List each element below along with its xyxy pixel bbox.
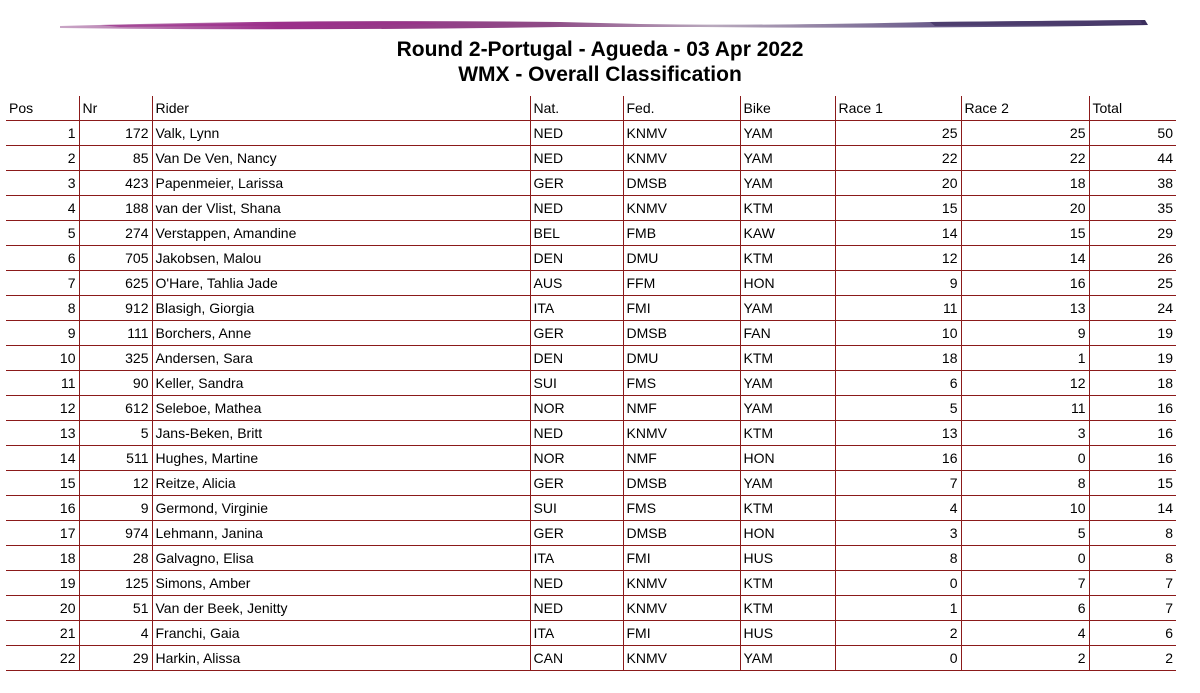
cell-pos: 5 [6,221,79,246]
cell-nat: BEL [530,221,623,246]
cell-nat: NED [530,121,623,146]
cell-total: 15 [1089,471,1176,496]
cell-total: 8 [1089,546,1176,571]
cell-pos: 9 [6,321,79,346]
cell-nr: 4 [79,621,152,646]
cell-fed: FMS [623,371,740,396]
cell-race1: 18 [835,346,961,371]
cell-rider: Jans-Beken, Britt [152,421,530,446]
cell-total: 26 [1089,246,1176,271]
classification-rows [6,121,1176,671]
table-row [6,146,1176,171]
cell-nat: CAN [530,646,623,671]
cell-race1: 25 [835,121,961,146]
column-header-race2: Race 2 [961,96,1089,121]
cell-total: 25 [1089,271,1176,296]
cell-nat: GER [530,521,623,546]
cell-rider: Papenmeier, Larissa [152,171,530,196]
page-header [0,37,1200,87]
cell-total: 38 [1089,171,1176,196]
cell-race1: 16 [835,446,961,471]
cell-rider: Reitze, Alicia [152,471,530,496]
cell-bike: HUS [740,546,835,571]
cell-race2: 2 [961,646,1089,671]
table-row [6,546,1176,571]
cell-rider: Van De Ven, Nancy [152,146,530,171]
cell-race1: 1 [835,596,961,621]
table-row [6,371,1176,396]
cell-pos: 11 [6,371,79,396]
cell-fed: DMSB [623,171,740,196]
cell-fed: DMSB [623,321,740,346]
cell-bike: KTM [740,346,835,371]
cell-nr: 325 [79,346,152,371]
cell-race1: 7 [835,471,961,496]
cell-race1: 11 [835,296,961,321]
column-header-race1: Race 1 [835,96,961,121]
cell-fed: DMSB [623,471,740,496]
cell-race2: 14 [961,246,1089,271]
table-row [6,271,1176,296]
cell-race1: 0 [835,571,961,596]
cell-bike: KAW [740,221,835,246]
cell-nat: ITA [530,546,623,571]
table-row [6,496,1176,521]
cell-fed: DMU [623,246,740,271]
cell-nat: NED [530,146,623,171]
cell-race1: 13 [835,421,961,446]
cell-race2: 0 [961,546,1089,571]
cell-nat: NOR [530,396,623,421]
cell-nat: NED [530,571,623,596]
cell-total: 19 [1089,346,1176,371]
cell-race2: 20 [961,196,1089,221]
cell-fed: FFM [623,271,740,296]
cell-nr: 423 [79,171,152,196]
cell-pos: 18 [6,546,79,571]
table-row [6,596,1176,621]
cell-rider: Germond, Virginie [152,496,530,521]
cell-total: 2 [1089,646,1176,671]
cell-rider: Galvagno, Elisa [152,546,530,571]
cell-nr: 172 [79,121,152,146]
cell-bike: YAM [740,471,835,496]
cell-bike: YAM [740,121,835,146]
table-header-row [6,96,1176,121]
cell-bike: HUS [740,621,835,646]
cell-pos: 6 [6,246,79,271]
cell-pos: 7 [6,271,79,296]
cell-race2: 25 [961,121,1089,146]
cell-fed: FMI [623,546,740,571]
cell-rider: Hughes, Martine [152,446,530,471]
cell-rider: van der Vlist, Shana [152,196,530,221]
cell-nr: 974 [79,521,152,546]
cell-fed: KNMV [623,571,740,596]
cell-race2: 5 [961,521,1089,546]
cell-fed: KNMV [623,421,740,446]
cell-bike: HON [740,446,835,471]
cell-race2: 10 [961,496,1089,521]
cell-nr: 111 [79,321,152,346]
header-brush-decoration [0,0,1200,40]
cell-pos: 12 [6,396,79,421]
cell-race2: 1 [961,346,1089,371]
cell-bike: YAM [740,296,835,321]
column-header-pos: Pos [6,96,79,121]
cell-bike: KTM [740,196,835,221]
cell-race2: 18 [961,171,1089,196]
cell-race2: 11 [961,396,1089,421]
cell-pos: 4 [6,196,79,221]
cell-total: 16 [1089,421,1176,446]
table-row [6,121,1176,146]
cell-race1: 3 [835,521,961,546]
cell-race1: 20 [835,171,961,196]
column-header-fed: Fed. [623,96,740,121]
cell-pos: 14 [6,446,79,471]
cell-bike: KTM [740,496,835,521]
cell-rider: Van der Beek, Jenitty [152,596,530,621]
cell-nr: 612 [79,396,152,421]
cell-pos: 19 [6,571,79,596]
cell-nat: NED [530,596,623,621]
cell-nr: 188 [79,196,152,221]
classification-title: WMX - Overall Classification [458,63,742,86]
cell-nr: 85 [79,146,152,171]
cell-total: 18 [1089,371,1176,396]
cell-pos: 1 [6,121,79,146]
cell-pos: 13 [6,421,79,446]
cell-nat: DEN [530,346,623,371]
cell-fed: KNMV [623,121,740,146]
cell-nr: 625 [79,271,152,296]
cell-nat: DEN [530,246,623,271]
cell-total: 19 [1089,321,1176,346]
cell-nat: GER [530,171,623,196]
cell-fed: KNMV [623,146,740,171]
cell-fed: FMS [623,496,740,521]
cell-fed: DMSB [623,521,740,546]
cell-total: 50 [1089,121,1176,146]
cell-bike: YAM [740,371,835,396]
cell-race1: 2 [835,621,961,646]
cell-fed: KNMV [623,596,740,621]
cell-fed: KNMV [623,196,740,221]
cell-total: 29 [1089,221,1176,246]
cell-race2: 4 [961,621,1089,646]
column-header-bike: Bike [740,96,835,121]
cell-fed: FMI [623,296,740,321]
cell-total: 44 [1089,146,1176,171]
cell-pos: 21 [6,621,79,646]
cell-bike: KTM [740,571,835,596]
cell-bike: FAN [740,321,835,346]
cell-total: 16 [1089,396,1176,421]
cell-nr: 5 [79,421,152,446]
cell-race2: 9 [961,321,1089,346]
table-row [6,571,1176,596]
classification-table [6,96,1176,671]
cell-nr: 125 [79,571,152,596]
cell-nr: 51 [79,596,152,621]
cell-rider: Keller, Sandra [152,371,530,396]
table-row [6,296,1176,321]
cell-race2: 3 [961,421,1089,446]
cell-pos: 22 [6,646,79,671]
cell-race2: 6 [961,596,1089,621]
column-header-nr: Nr [79,96,152,121]
cell-bike: YAM [740,646,835,671]
cell-nr: 90 [79,371,152,396]
cell-race2: 16 [961,271,1089,296]
cell-nat: SUI [530,371,623,396]
cell-total: 16 [1089,446,1176,471]
cell-rider: Harkin, Alissa [152,646,530,671]
cell-bike: KTM [740,596,835,621]
cell-pos: 20 [6,596,79,621]
cell-pos: 3 [6,171,79,196]
cell-total: 7 [1089,596,1176,621]
table-row [6,521,1176,546]
cell-total: 35 [1089,196,1176,221]
cell-race1: 10 [835,321,961,346]
cell-nr: 511 [79,446,152,471]
table-row [6,171,1176,196]
cell-race1: 4 [835,496,961,521]
cell-total: 14 [1089,496,1176,521]
cell-fed: DMU [623,346,740,371]
cell-race2: 13 [961,296,1089,321]
cell-nat: GER [530,471,623,496]
cell-nr: 912 [79,296,152,321]
column-header-total: Total [1089,96,1176,121]
cell-fed: FMB [623,221,740,246]
cell-race1: 22 [835,146,961,171]
cell-nat: NED [530,196,623,221]
column-header-nat: Nat. [530,96,623,121]
cell-nr: 28 [79,546,152,571]
table-row [6,321,1176,346]
cell-bike: KTM [740,246,835,271]
cell-bike: YAM [740,146,835,171]
table-row [6,621,1176,646]
cell-fed: NMF [623,396,740,421]
cell-rider: Blasigh, Giorgia [152,296,530,321]
cell-nat: SUI [530,496,623,521]
cell-bike: HON [740,271,835,296]
cell-race2: 12 [961,371,1089,396]
cell-rider: Jakobsen, Malou [152,246,530,271]
cell-race1: 0 [835,646,961,671]
cell-bike: YAM [740,171,835,196]
cell-nr: 705 [79,246,152,271]
cell-rider: Borchers, Anne [152,321,530,346]
cell-nat: ITA [530,621,623,646]
cell-bike: YAM [740,396,835,421]
table-row [6,471,1176,496]
cell-rider: Lehmann, Janina [152,521,530,546]
cell-race1: 9 [835,271,961,296]
cell-pos: 15 [6,471,79,496]
cell-fed: KNMV [623,646,740,671]
table-row [6,346,1176,371]
cell-rider: Simons, Amber [152,571,530,596]
cell-rider: O'Hare, Tahlia Jade [152,271,530,296]
cell-total: 6 [1089,621,1176,646]
cell-race2: 15 [961,221,1089,246]
cell-rider: Verstappen, Amandine [152,221,530,246]
cell-total: 24 [1089,296,1176,321]
cell-nr: 29 [79,646,152,671]
cell-race1: 12 [835,246,961,271]
cell-pos: 17 [6,521,79,546]
cell-rider: Valk, Lynn [152,121,530,146]
table-row [6,246,1176,271]
table-row [6,446,1176,471]
cell-nr: 9 [79,496,152,521]
cell-total: 7 [1089,571,1176,596]
cell-race1: 5 [835,396,961,421]
table-row [6,646,1176,671]
cell-race1: 15 [835,196,961,221]
cell-pos: 2 [6,146,79,171]
cell-rider: Franchi, Gaia [152,621,530,646]
cell-fed: NMF [623,446,740,471]
cell-nat: AUS [530,271,623,296]
cell-race1: 8 [835,546,961,571]
cell-race2: 8 [961,471,1089,496]
cell-rider: Seleboe, Mathea [152,396,530,421]
event-title: Round 2-Portugal - Agueda - 03 Apr 2022 [396,38,804,61]
cell-total: 8 [1089,521,1176,546]
cell-nat: ITA [530,296,623,321]
cell-race1: 14 [835,221,961,246]
cell-nat: NOR [530,446,623,471]
table-row [6,396,1176,421]
cell-race2: 7 [961,571,1089,596]
cell-pos: 10 [6,346,79,371]
cell-rider: Andersen, Sara [152,346,530,371]
table-row [6,421,1176,446]
cell-pos: 16 [6,496,79,521]
cell-bike: KTM [740,421,835,446]
cell-race2: 22 [961,146,1089,171]
table-row [6,196,1176,221]
cell-nr: 12 [79,471,152,496]
cell-race2: 0 [961,446,1089,471]
cell-nat: NED [530,421,623,446]
cell-bike: HON [740,521,835,546]
column-header-rider: Rider [152,96,530,121]
table-row [6,221,1176,246]
cell-race1: 6 [835,371,961,396]
cell-pos: 8 [6,296,79,321]
cell-nr: 274 [79,221,152,246]
cell-nat: GER [530,321,623,346]
cell-fed: FMI [623,621,740,646]
